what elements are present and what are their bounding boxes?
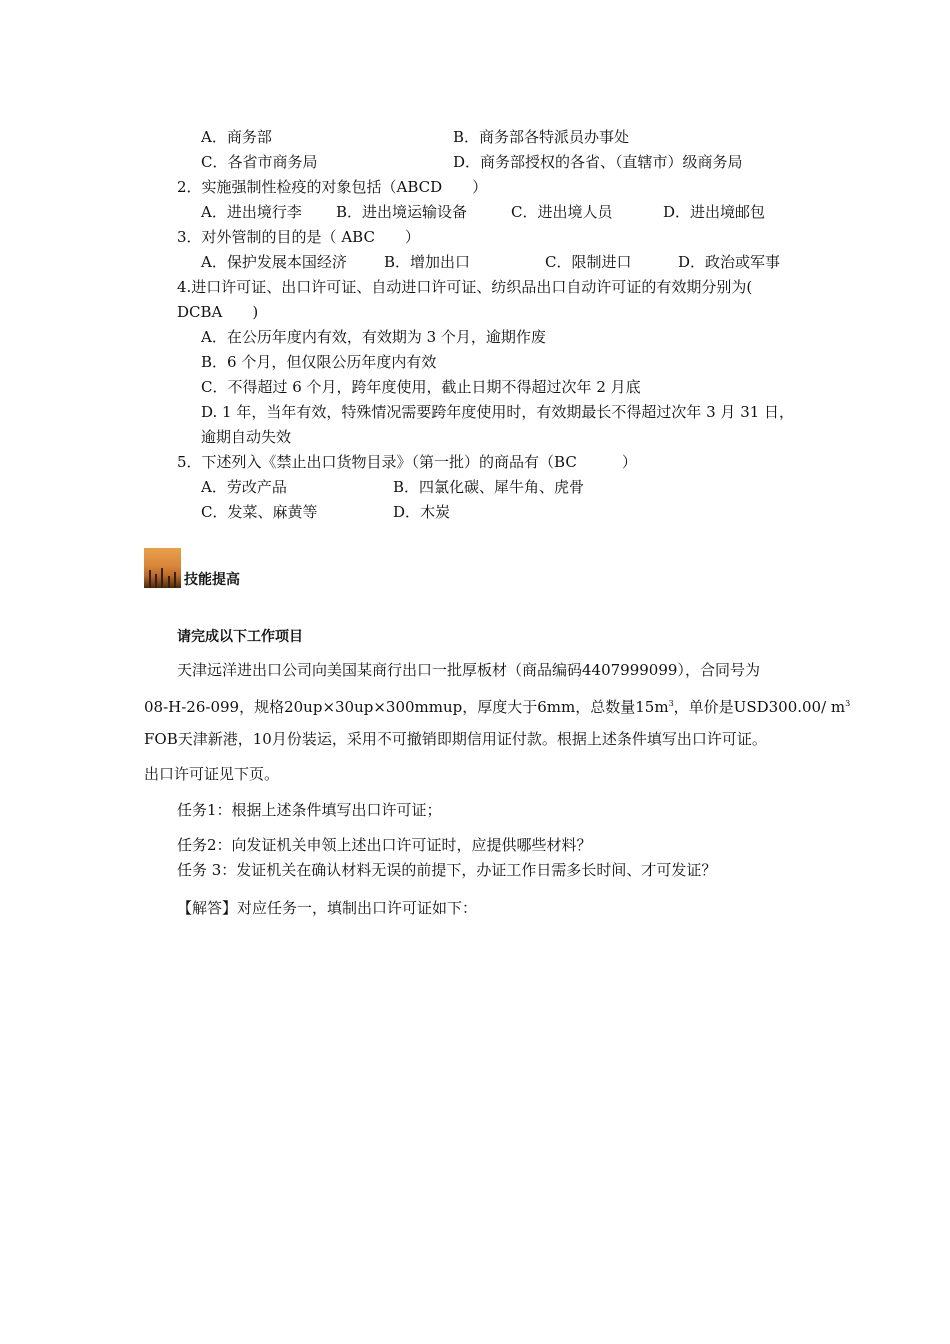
q4-option-b: B．6 个月，但仅限公历年度内有效: [201, 353, 437, 371]
q3-option-d: D．政治或军事: [678, 253, 781, 271]
q3-option-a: A．保护发展本国经济: [201, 253, 347, 271]
body-paragraph-line2: 08-H-26-099，规格20up×30up×300mmup，厚度大于6mm，总数量$15m^3$，单价是USD300.00/ $m^3$: [144, 698, 851, 716]
q5-option-d: D．木炭: [393, 503, 451, 521]
q1-option-a: A．商务部: [201, 128, 272, 146]
body-paragraph-line3: FOB天津新港，10月份装运，采用不可撤销即期信用证付款。根据上述条件填写出口许可证。: [144, 730, 767, 748]
q3-option-b: B．增加出口: [384, 253, 471, 271]
section-title: 技能提高: [184, 572, 240, 588]
q1-option-b: B．商务部各特派员办事处: [453, 128, 630, 146]
q5-option-c: C．发菜、麻黄等: [201, 503, 318, 521]
q4-option-a: A．在公历年度内有效，有效期为 3 个月，逾期作废: [201, 328, 546, 346]
task-1: 任务1：根据上述条件填写出口许可证；: [177, 801, 442, 819]
q5-option-b: B．四氯化碳、犀牛角、虎骨: [393, 478, 585, 496]
q2-option-d: D．进出境邮包: [663, 203, 766, 221]
q4-stem-line1: 4.进口许可证、出口许可证、自动进口许可证、纺织品出口自动许可证的有效期分别为(: [177, 278, 753, 296]
q4-stem-line2: DCBA ): [177, 303, 259, 321]
q4-option-d-line2: 逾期自动失效: [201, 428, 292, 446]
subheading: 请完成以下工作项目: [177, 629, 303, 645]
q5-option-a: A．劳改产品: [201, 478, 287, 496]
q2-stem: 2．实施强制性检疫的对象包括（ABCD ）: [177, 178, 488, 196]
task-3: 任务 3：发证机关在确认材料无误的前提下，办证工作日需多长时间、才可发证？: [177, 861, 717, 879]
q3-stem: 3．对外管制的目的是（ ABC ）: [177, 228, 420, 246]
q1-option-d: D．商务部授权的各省、（直辖市）级商务局: [453, 153, 743, 171]
q2-option-b: B．进出境运输设备: [336, 203, 468, 221]
q4-option-c: C．不得超过 6 个月，跨年度使用，截止日期不得超过次年 2 月底: [201, 378, 641, 396]
q2-option-a: A．进出境行李: [201, 203, 302, 221]
q2-option-c: C．进出境人员: [511, 203, 613, 221]
q1-option-c: C．各省市商务局: [201, 153, 318, 171]
section-decoration-image: [144, 548, 181, 588]
task-2: 任务2：向发证机关申领上述出口许可证时，应提供哪些材料？: [177, 836, 592, 854]
q4-option-d-line1: D. 1 年，当年有效，特殊情况需要跨年度使用时，有效期最长不得超过次年 3 月 31 日，: [201, 403, 795, 421]
q5-stem: 5．下述列入《禁止出口货物目录》（第一批）的商品有（BC ）: [177, 453, 637, 471]
answer-intro: 【解答】对应任务一，填制出口许可证如下：: [177, 899, 478, 917]
body-paragraph-line4: 出口许可证见下页。: [144, 765, 280, 783]
body-paragraph-line1: 天津远洋进出口公司向美国某商行出口一批厚板材（商品编码4407999099），合同号为: [177, 661, 760, 679]
q3-option-c: C．限制进口: [545, 253, 632, 271]
